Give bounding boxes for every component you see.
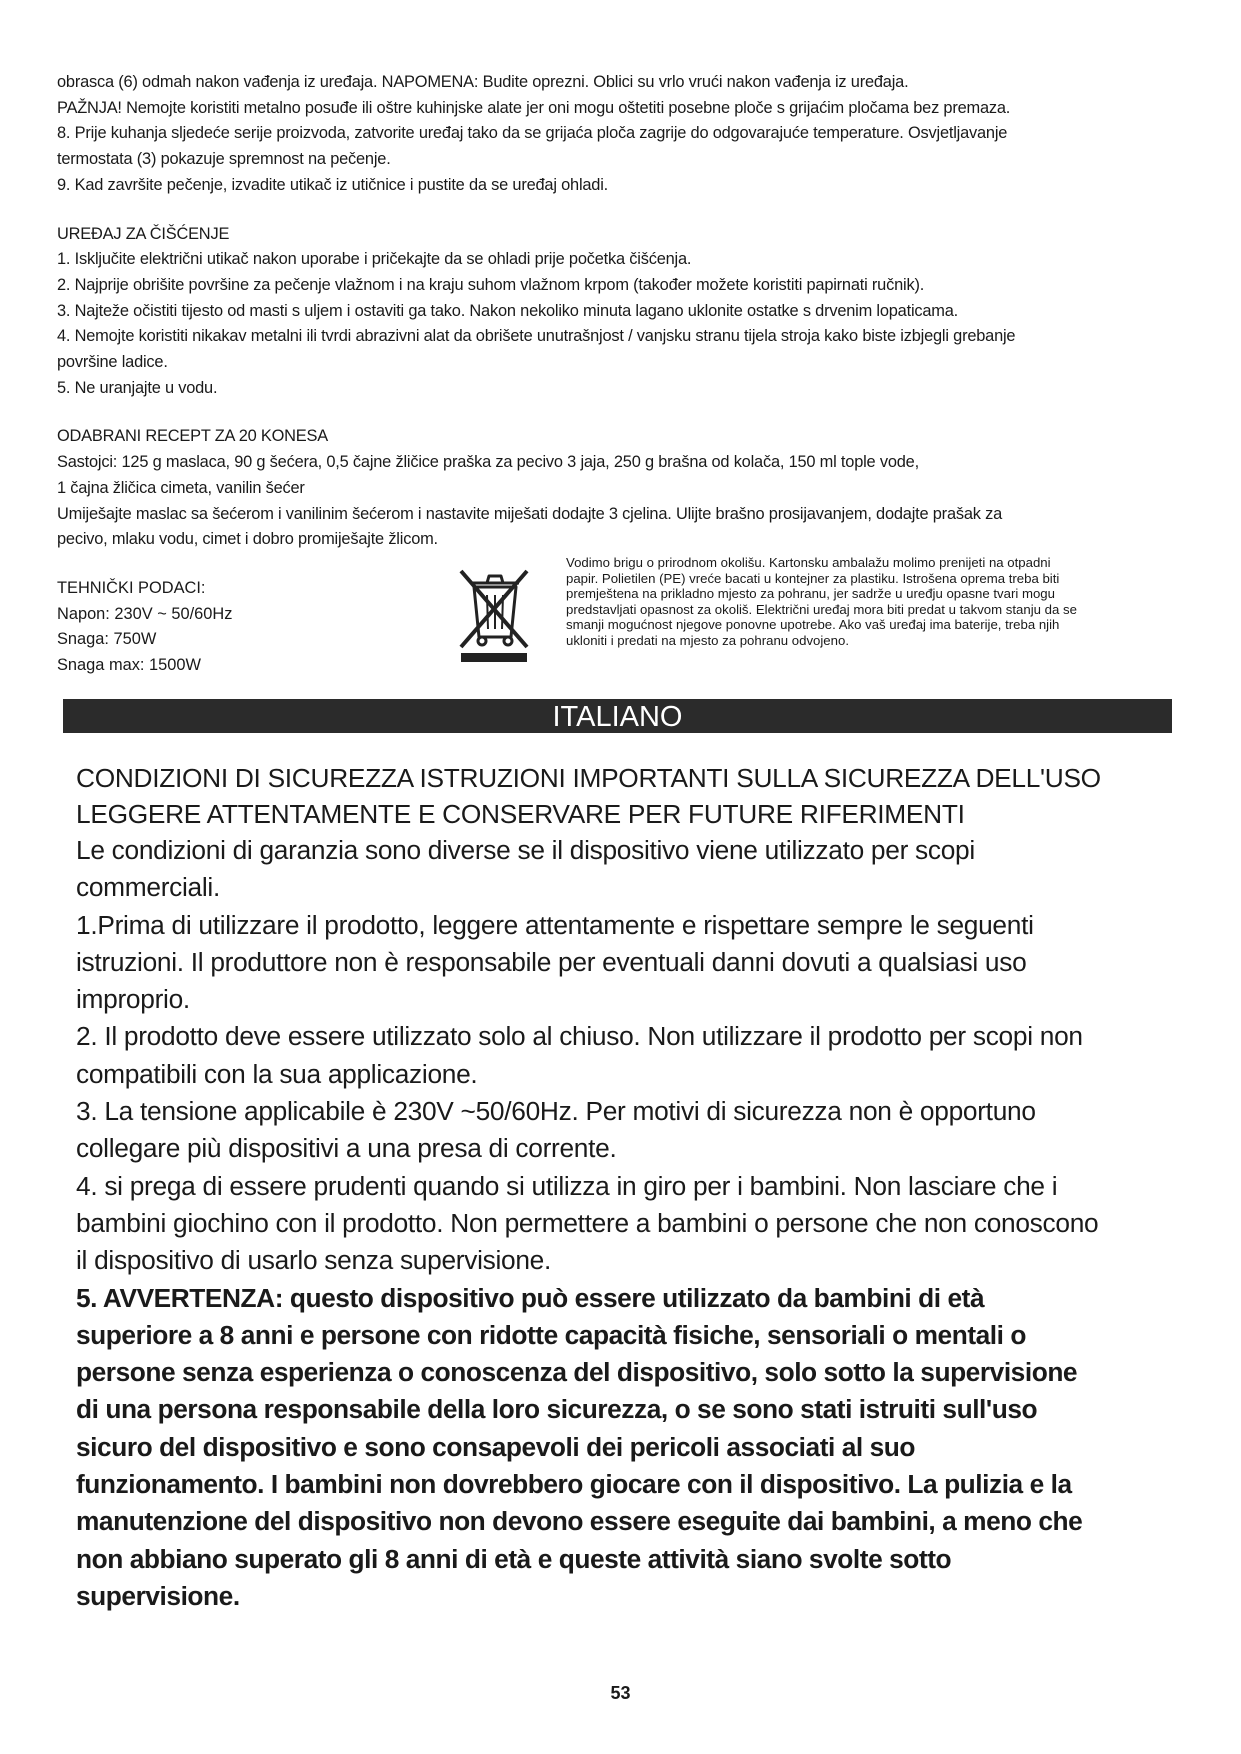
text-line: pecivo, mlaku vodu, cimet i dobro promiješajte žlicom. bbox=[57, 530, 438, 549]
text-line: premještena na prikladno mjesto za pohranu, jer sadrže u uređju opasne tvari mogu bbox=[566, 586, 1055, 602]
text-line: istruzioni. Il produttore non è responsabile per eventuali danni dovuti a qualsiasi uso bbox=[76, 946, 1027, 977]
text-line: 2. Najprije obrišite površine za pečenje vlažnom i na kraju suhom vlažnom krpom (također možete koristiti papirnati ručnik). bbox=[57, 275, 925, 294]
warning-line: supervisione. bbox=[76, 1580, 240, 1611]
text-line: 9. Kad završite pečenje, izvadite utikač iz utičnice i pustite da se uređaj ohladi. bbox=[57, 175, 609, 194]
warning-line: funzionamento. I bambini non dovrebbero giocare con il dispositivo. La pulizia e la bbox=[76, 1469, 1072, 1500]
text-line: 4. si prega di essere prudenti quando si utilizza in giro per i bambini. Non lasciare che i bbox=[76, 1170, 1058, 1201]
text-line: 1 čajna žličica cimeta, vanilin šećer bbox=[57, 478, 305, 497]
text-line: Sastojci: 125 g maslaca, 90 g šećera, 0,5 čajne žličice praška za pecivo 3 jaja, 250 g brašna od kolača, 150 ml tople vode, bbox=[57, 453, 919, 472]
warning-line: sicuro del dispositivo e sono consapevoli dei pericoli associati al suo bbox=[76, 1431, 916, 1462]
text-line: predstavljati opasnost za okoliš. Električni uređaj mora biti predat u takvom stanju da se bbox=[566, 601, 1077, 617]
text-line: papir. Polietilen (PE) vreće bacati u kontejner za plastiku. Istrošena oprema treba biti bbox=[566, 570, 1060, 586]
text-line: 1. Isključite električni utikač nakon uporabe i pričekajte da se ohladi prije početka čišćenja. bbox=[57, 250, 692, 269]
text-line: Le condizioni di garanzia sono diverse se il dispositivo viene utilizzato per scopi bbox=[76, 835, 975, 865]
language-banner: ITALIANO bbox=[63, 699, 1172, 733]
italian-text-block bbox=[76, 760, 1186, 1615]
warning-line: manutenzione del dispositivo non devono essere eseguite dai bambini, a meno che bbox=[76, 1506, 1083, 1537]
warning-line: non abbiano superato gli 8 anni di età e queste attività siano svolte sotto bbox=[76, 1543, 952, 1574]
section-heading: LEGGERE ATTENTAMENTE E CONSERVARE PER FUTURE RIFERIMENTI bbox=[76, 799, 965, 829]
text-line: 1.Prima di utilizzare il prodotto, leggere attentamente e rispettare sempre le seguenti bbox=[76, 909, 1034, 940]
warning-line: 5. AVVERTENZA: questo dispositivo può essere utilizzato da bambini di età bbox=[76, 1282, 985, 1313]
text-line: il dispositivo di usarlo senza supervisione. bbox=[76, 1245, 552, 1276]
page-number: 53 bbox=[610, 1683, 631, 1703]
text-line: 3. La tensione applicabile è 230V ~50/60Hz. Per motivi di sicurezza non è opportuno bbox=[76, 1096, 1036, 1127]
text-line: Vodimo brigu o prirodnom okolišu. Kartonsku ambalažu molimo prenijeti na otpadni bbox=[566, 555, 1051, 570]
warning-line: persone senza esperienza o conoscenza del dispositivo, solo sotto la supervisione bbox=[76, 1357, 1078, 1388]
tech-specs bbox=[57, 576, 232, 679]
text-line: PAŽNJA! Nemojte koristiti metalno posuđe ili oštre kuhinjske alate jer oni mogu oštetiti posebne ploče s grijaćim pločama bez premaza. bbox=[57, 98, 1011, 117]
tech-power-max: Snaga max: 1500W bbox=[57, 656, 201, 675]
text-line: bambini giochino con il prodotto. Non permettere a bambini o persone che non conoscono bbox=[76, 1207, 1099, 1238]
environment-notice bbox=[566, 555, 1196, 649]
text-line: smanji mogućnost njegove ponovne upotrebe. Ako vaš uređaj ima baterije, treba njih bbox=[566, 617, 1060, 633]
text-line: commerciali. bbox=[76, 872, 220, 903]
crossed-bin-icon bbox=[457, 565, 531, 663]
text-line: termostata (3) pokazuje spremnost na pečenje. bbox=[57, 150, 391, 169]
warning-line: di una persona responsabile della loro sicurezza, o se sono stati istruiti sull'uso bbox=[76, 1394, 1038, 1425]
croatian-text-block bbox=[57, 70, 1187, 553]
text-line: 2. Il prodotto deve essere utilizzato solo al chiuso. Non utilizzare il prodotto per scopi non bbox=[76, 1021, 1083, 1052]
text-line: 5. Ne uranjajte u vodu. bbox=[57, 378, 218, 397]
text-line: 3. Najteže očistiti tijesto od masti s uljem i ostaviti ga tako. Nakon nekoliko minuta lagano uklonite ostatke s drvenim lopaticama. bbox=[57, 301, 959, 320]
text-line: 4. Nemojte koristiti nikakav metalni ili tvrdi abrazivni alat da obrišete unutrašnjost / vanjsku stranu tijela stroja kako biste izbjegli grebanje bbox=[57, 327, 1016, 346]
text-line: površine ladice. bbox=[57, 353, 168, 372]
section-heading: CONDIZIONI DI SICUREZZA ISTRUZIONI IMPORTANTI SULLA SICUREZZA DELL'USO bbox=[76, 763, 1101, 793]
text-line: compatibili con la sua applicazione. bbox=[76, 1058, 478, 1089]
warning-line: superiore a 8 anni e persone con ridotte capacità fisiche, sensoriali o mentali o bbox=[76, 1319, 1026, 1350]
cleaning-heading: UREĐAJ ZA ČIŠĆENJE bbox=[57, 224, 230, 243]
text-line: 8. Prije kuhanja sljedeće serije proizvoda, zatvorite uređaj tako da se grijaća ploča zagrije do odgovarajuće temperature. Osvjetljavanje bbox=[57, 124, 1008, 143]
tech-heading: TEHNIČKI PODACI: bbox=[57, 579, 206, 597]
text-line: ukloniti i predati na mjesto za pohranu odvojeno. bbox=[566, 632, 849, 648]
text-line: obrasca (6) odmah nakon vađenja iz uređaja. NAPOMENA: Budite oprezni. Oblici su vrlo vrući nakon vađenja iz uređaja. bbox=[57, 73, 909, 91]
text-line: collegare più dispositivi a una presa di corrente. bbox=[76, 1133, 617, 1164]
text-line: improprio. bbox=[76, 984, 190, 1015]
recipe-heading: ODABRANI RECEPT ZA 20 KONESA bbox=[57, 427, 328, 446]
tech-power: Snaga: 750W bbox=[57, 630, 157, 649]
tech-voltage: Napon: 230V ~ 50/60Hz bbox=[57, 604, 233, 623]
text-line: Umiješajte maslac sa šećerom i vanilinim šećerom i nastavite miješati dodajte 3 cjelina. Ulijte brašno prosijavanjem, dodajte prašak za bbox=[57, 504, 1003, 523]
